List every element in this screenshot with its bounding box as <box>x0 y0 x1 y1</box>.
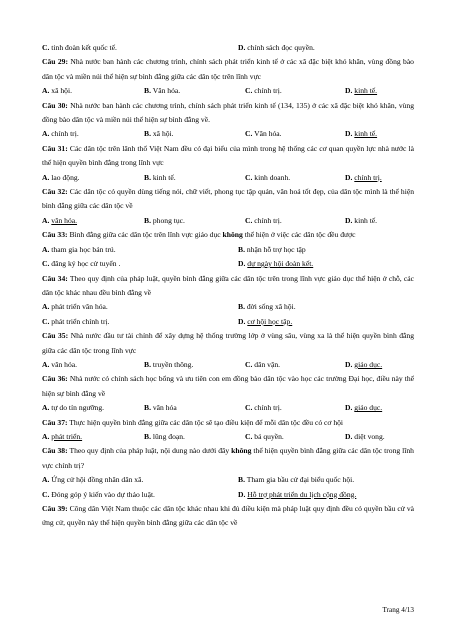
option-d: D. kinh tế. <box>345 86 378 96</box>
option-c: C. chính trị. <box>245 403 282 413</box>
option-b: B. phong tục. <box>144 215 185 225</box>
option-d: D. dự ngày hội đoàn kết. <box>238 259 314 269</box>
answer-underlined: dự ngày hội đoàn kết. <box>247 259 314 269</box>
options-35 <box>42 358 414 372</box>
option-b: B. nhận hỗ trợ học tập <box>238 244 306 254</box>
options-29 <box>42 84 414 98</box>
options-32 <box>42 214 414 228</box>
answer-underlined: kinh tế. <box>354 86 378 96</box>
option-a: A. phát triển. <box>42 431 83 441</box>
question-36: Câu 36: Nhà nước có chính sách học bổng và ưu tiên con em đồng bào dân tộc vào học các trường Đại học, điều này thể hiện sự bình đẳng về <box>42 374 415 398</box>
option-b: B. xã hội. <box>144 129 174 139</box>
answer-underlined: kinh tế. <box>354 129 378 139</box>
question-text: Các dân tộc có quyền dùng tiếng nói, chữ viết, phong tục tập quán, văn hoá tốt đẹp, của dân tộc mình là thể hiện bình đẳng giữa các dân tộc về <box>42 187 414 211</box>
answer-underlined: Hỗ trợ phát triển du lịch cộng đồng. <box>247 489 357 499</box>
option-a: A. xã hội. <box>42 86 72 96</box>
option-a: A. văn hóa. <box>42 359 78 369</box>
option-d: D. Hỗ trợ phát triển du lịch cộng đồng. <box>238 489 357 499</box>
page-number: Trang 4/13 <box>382 606 414 614</box>
question-text: Theo quy định của pháp luật, quyền bình đẳng giữa các dân tộc trên trong lĩnh vực giáo dục thể hiện ở chỗ, các dân tộc khác nhau đều bình đẳng về <box>42 273 414 297</box>
option-c: C. đăng ký học cử tuyển . <box>42 259 121 269</box>
option-c: C. Đóng góp ý kiến vào dự thảo luật. <box>42 489 155 499</box>
options-34 <box>42 300 414 329</box>
question-text: Nhà nước ban hành các chương trình, chính sách phát triển kinh tế ở các xã đặc biệt khó khăn, vùng đồng bào dân tộc và miền núi thể hiện sự bình đẳng giữa các dân tộc trên lĩnh vực <box>42 57 414 81</box>
question-33: Câu 33: Bình đẳng giữa các dân tộc trên lĩnh vực giáo dục không thể hiện ở việc các dân tộc đều được <box>42 230 356 240</box>
question-35: Câu 35: Nhà nước đầu tư tài chính để xây dựng hệ thống trường lớp ở vùng sâu, vùng xa là thể hiện quyền bình đẳng giữa các dân tộc trong lĩnh vực <box>42 331 415 355</box>
option-c: C. kinh doanh. <box>245 172 291 182</box>
answer-underlined: văn hóa. <box>51 215 78 225</box>
options-31 <box>42 171 414 185</box>
question-37: Câu 37: Thực hiện quyền bình đẳng giữa các dân tộc sẽ tạo điều kiện để mỗi dân tộc đều có cơ hội <box>42 417 344 427</box>
options-prev <box>42 41 414 55</box>
option-a: A. tự do tín ngưỡng. <box>42 403 105 413</box>
option-d: D. diệt vong. <box>345 431 385 441</box>
option-b: B. lũng đoạn. <box>144 431 185 441</box>
options-33 <box>42 243 414 272</box>
option-d: D. cơ hội học tập. <box>238 316 293 326</box>
option-a: A. chính trị. <box>42 129 79 139</box>
options-38 <box>42 473 414 502</box>
option-d-text: chính sách đọc quyền. <box>247 43 315 52</box>
question-30: Câu 30: Nhà nước ban hành các chương trình, chính sách phát triển kinh tế (134, 135) ở các xã đặc biệt khó khăn, vùng đồng bào dân tộc và miền núi thể hiện sự bình đẳng về. <box>42 100 415 125</box>
option-a: A. tham gia học bán trú. <box>42 244 116 254</box>
options-30 <box>42 127 414 141</box>
options-36 <box>42 401 414 415</box>
emphasis-word: không <box>231 446 252 456</box>
option-c: C. bá quyền. <box>245 431 284 441</box>
emphasis-word: không <box>222 230 243 240</box>
option-d: D. giáo dục. <box>345 403 383 413</box>
question-text: Nhà nước có chính sách học bổng và ưu tiên con em đồng bào dân tộc vào học các trường Đại học, điều này thể hiện sự bình đẳng về <box>42 374 415 398</box>
option-a: A. lao động. <box>42 172 80 182</box>
question-text: Nhà nước ban hành các chương trình, chính sách phát triển kinh tế (134, 135) ở các xã đặc biệt khó khăn, vùng đồng bào dân tộc và miền núi thể hiện sự bình đẳng về. <box>42 100 415 125</box>
question-32: Câu 32: Các dân tộc có quyền dùng tiếng nói, chữ viết, phong tục tập quán, văn hoá tốt đẹp, của dân tộc mình là thể hiện bình đẳng giữa các dân tộc về <box>42 187 414 211</box>
option-b: B. đời sống xã hội. <box>238 302 296 312</box>
question-38: Câu 38: Theo quy định của pháp luật, nội dung nào dưới đây không thể hiện quyền bình đẳng giữa các dân tộc trong lĩnh vực chính trị? <box>42 446 414 470</box>
answer-underlined: giáo dục. <box>354 403 383 413</box>
options-37 <box>42 430 414 444</box>
question-31: Câu 31: Các dân tộc trên lãnh thổ Việt Nam đều có đại biểu của mình trong hệ thống các cơ quan quyền lực nhà nước là thể hiện quyền bình đẳng trong lĩnh vực <box>42 143 414 168</box>
option-a: A. phát triển văn hóa. <box>42 302 108 312</box>
option-c-text: tinh đoàn kết quốc tế. <box>51 43 117 52</box>
answer-underlined: cơ hội học tập. <box>247 316 293 326</box>
option-c: C. chính trị. <box>245 86 282 96</box>
option-d: D. chính sách đọc quyền. <box>238 43 315 52</box>
option-d: D. kinh tế. <box>345 129 378 139</box>
option-d: D. giáo dục. <box>345 359 383 369</box>
answer-underlined: chính trị. <box>354 172 382 182</box>
answer-underlined: giáo dục. <box>354 359 383 369</box>
option-c: C. dân vận. <box>245 359 281 369</box>
question-text: Công dân Việt Nam thuộc các dân tộc khác nhau khi đủ điều kiện mà pháp luật quy định đều có quyền bầu cử và ứng cử, quyền này thể hiện quyền bình đẳng giữa các dân tộc về <box>42 504 414 528</box>
option-a: A. văn hóa. <box>42 215 78 225</box>
option-b: B. kinh tế. <box>144 172 176 182</box>
answer-underlined: phát triển. <box>51 431 83 441</box>
option-b: B. văn hóa <box>144 403 177 413</box>
question-39: Câu 39: Công dân Việt Nam thuộc các dân tộc khác nhau khi đủ điều kiện mà pháp luật quy định đều có quyền bầu cử và ứng cử, quyền này thể hiện quyền bình đẳng giữa các dân tộc về <box>42 504 414 528</box>
question-text: Thực hiện quyền bình đẳng giữa các dân tộc sẽ tạo điều kiện để mỗi dân tộc đều có cơ hội <box>69 417 344 427</box>
question-text: Nhà nước đầu tư tài chính để xây dựng hệ thống trường lớp ở vùng sâu, vùng xa là thể hiện quyền bình đẳng giữa các dân tộc trong lĩnh vực <box>42 331 415 355</box>
question-text: Các dân tộc trên lãnh thổ Việt Nam đều có đại biểu của mình trong hệ thống các cơ quan quyền lực nhà nước là thể hiện quyền bình đẳng trong lĩnh vực <box>42 143 414 168</box>
option-a: A. Ứng cử hội đồng nhân dân xã. <box>42 475 144 485</box>
option-b: B. Tham gia bầu cử đại biểu quốc hội. <box>238 475 355 485</box>
option-d: D. kinh tế. <box>345 215 378 225</box>
option-b: B. truyền thông. <box>144 359 194 369</box>
option-c: C. chính trị. <box>245 215 282 225</box>
option-c: C. Văn hóa. <box>245 129 282 139</box>
option-d: D. chính trị. <box>345 172 382 182</box>
question-29: Câu 29: Nhà nước ban hành các chương trình, chính sách phát triển kinh tế ở các xã đặc biệt khó khăn, vùng đồng bào dân tộc và miền núi thể hiện sự bình đẳng giữa các dân tộc trên lĩnh vực <box>42 57 414 81</box>
question-34: Câu 34: Theo quy định của pháp luật, quyền bình đẳng giữa các dân tộc trên trong lĩnh vực giáo dục thể hiện ở chỗ, các dân tộc khác nhau đều bình đẳng về <box>42 273 414 297</box>
option-c: C. tinh đoàn kết quốc tế. <box>42 43 117 52</box>
option-b: B. Văn hóa. <box>144 86 181 96</box>
option-c: C. phát triển chính trị. <box>42 316 110 326</box>
